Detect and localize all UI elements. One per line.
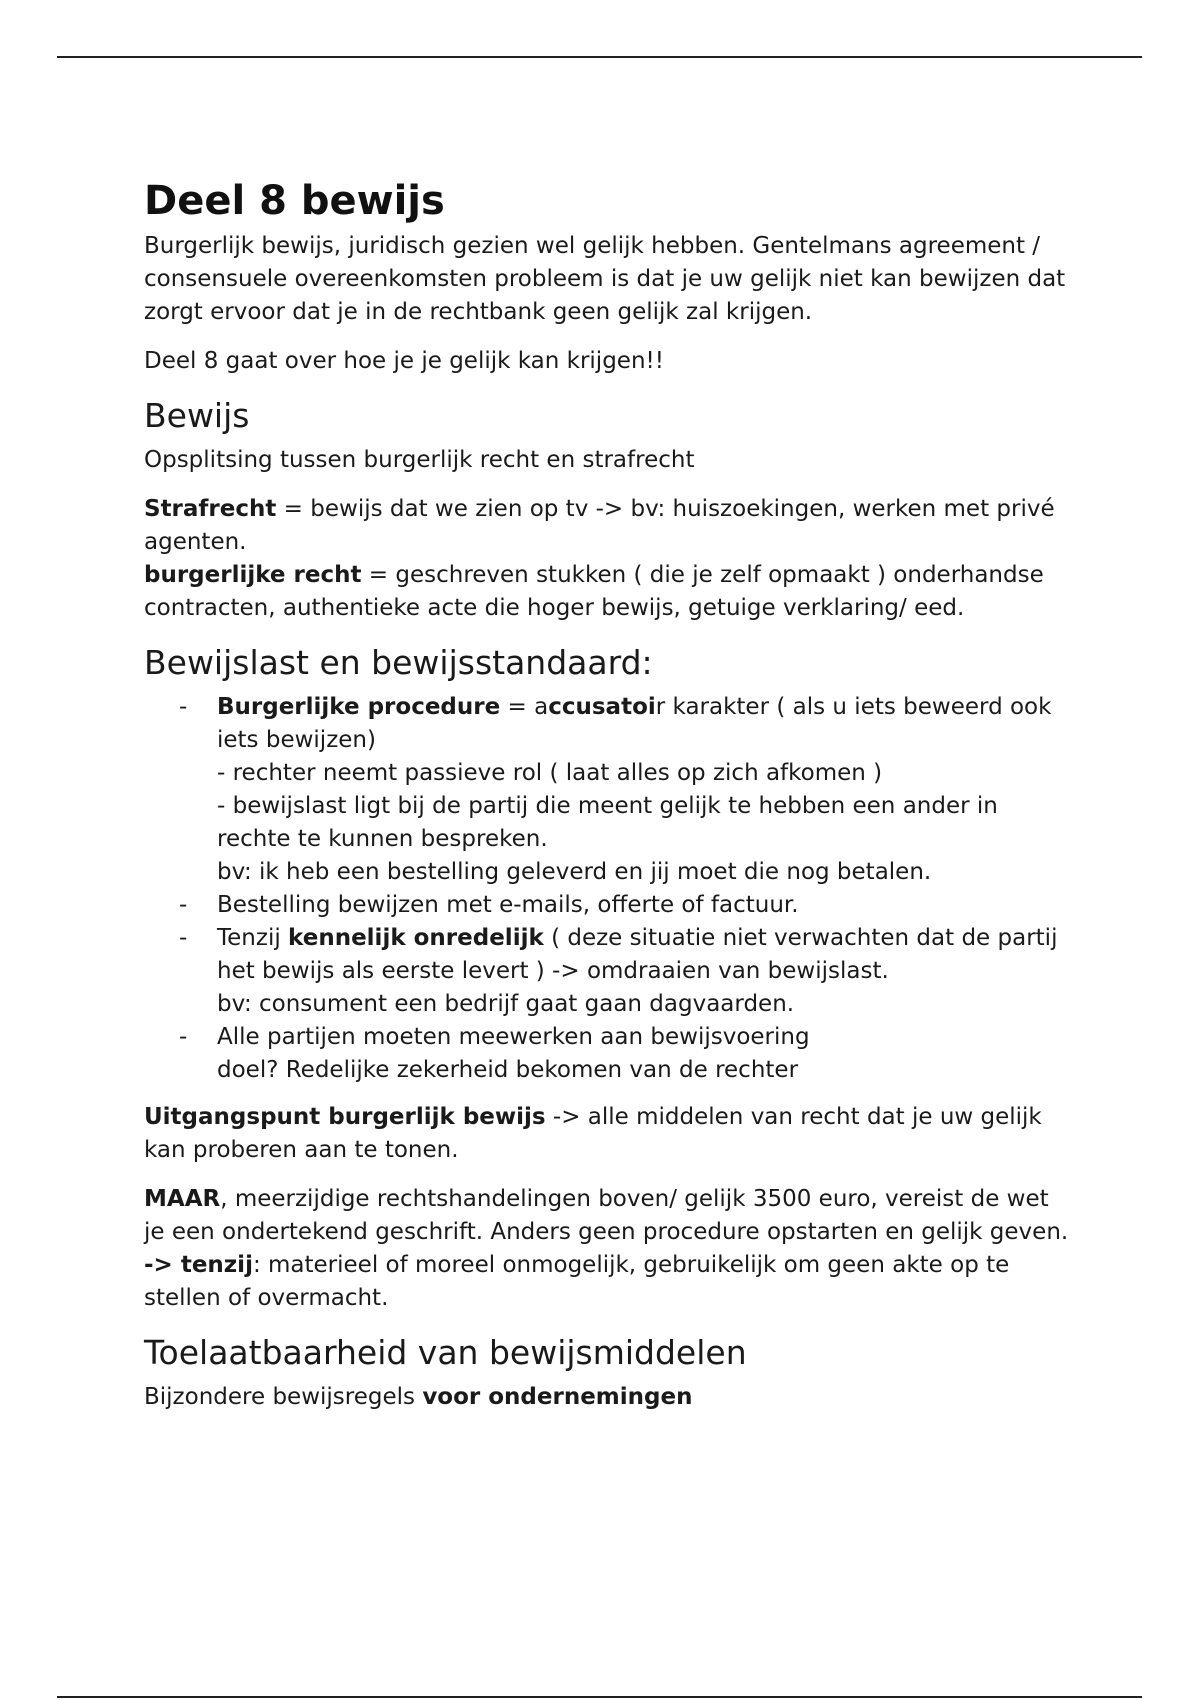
maar-paragraph: [144, 1183, 1074, 1249]
procedure-line-4: bv: ik heb een bestelling geleverd en jij moet die nog betalen.: [217, 859, 932, 885]
list-item: - Bestelling bewijzen met e-mails, offerte of factuur.: [144, 889, 1074, 922]
procedure-line-2: - rechter neemt passieve rol ( laat alles op zich afkomen ): [217, 760, 883, 786]
procedure-label: Burgerlijke procedure: [217, 694, 501, 720]
maar-label: MAAR: [144, 1186, 221, 1212]
heading-bewijslast: Bewijslast en bewijsstandaard:: [144, 643, 653, 682]
uitgangspunt-paragraph: [144, 1101, 1074, 1167]
intro-paragraph: Burgerlijk bewijs, juridisch gezien wel gelijk hebben. Gentelmans agreement / consensuele overeenkomsten probleem is dat je uw gelijk niet kan bewijzen dat zorgt ervoor dat je in de rechtbank geen gelijk zal krijgen.: [144, 233, 1066, 325]
toelaatbaarheid-pre: Bijzondere bewijsregels: [144, 1384, 423, 1410]
tenzij-line-2: bv: consument een bedrijf gaat gaan dagvaarden.: [217, 991, 795, 1017]
burgerlijk-label: burgerlijke recht: [144, 562, 362, 588]
uitgangspunt-text: -> alle middelen van recht dat je uw gelijk kan proberen aan te tonen.: [144, 1104, 1042, 1163]
list-item: [144, 691, 1074, 889]
footer-rule: [57, 1696, 1142, 1698]
list-item: [144, 922, 1074, 1021]
uitgangspunt-label: Uitgangspunt burgerlijk bewijs: [144, 1104, 546, 1130]
bewijs-paragraph: Opsplitsing tussen burgerlijk recht en strafrecht: [144, 447, 695, 473]
strafrecht-label: Strafrecht: [144, 496, 277, 522]
toelaatbaarheid-bold: voor ondernemingen: [422, 1384, 693, 1410]
procedure-bold-mid: ccusatoi: [548, 694, 656, 720]
heading-bewijs: Bewijs: [144, 396, 250, 435]
tenzij-rest: ( deze situatie niet verwachten dat de partij het bewijs als eerste levert ) -> omdraaien van bewijslast.: [217, 925, 1058, 984]
maar-tenzij-label: -> tenzij: [144, 1252, 253, 1278]
header-rule: [57, 56, 1142, 58]
tenzij-bold: kennelijk onredelijk: [288, 925, 544, 951]
tenzij-pre: Tenzij: [217, 925, 289, 951]
procedure-line-3: - bewijslast ligt bij de partij die meent gelijk te hebben een ander in rechte te kunnen bespreken.: [217, 793, 998, 852]
partijen-line-1: - Alle partijen moeten meewerken aan bewijsvoering: [217, 1024, 810, 1050]
procedure-eq: = a: [500, 694, 549, 720]
strafrecht-paragraph: [144, 493, 1074, 559]
document-page: [144, 176, 1074, 1430]
bewijslast-list: [144, 691, 1074, 1087]
heading-toelaatbaarheid: Toelaatbaarheid van bewijsmiddelen: [144, 1333, 747, 1372]
intro-paragraph-2: Deel 8 gaat over hoe je je gelijk kan krijgen!!: [144, 348, 664, 374]
maar-text: , meerzijdige rechtshandelingen boven/ gelijk 3500 euro, vereist de wet je een ondertekend geschrift. Anders geen procedure opstarten en gelijk geven.: [144, 1186, 1069, 1245]
strafrecht-text: = bewijs dat we zien op tv -> bv: huiszoekingen, werken met privé agenten.: [144, 496, 1055, 555]
toelaatbaarheid-paragraph: [144, 1381, 1074, 1414]
maar-tenzij-paragraph: [144, 1249, 1074, 1315]
list-item: [144, 1021, 1074, 1087]
maar-tenzij-text: : materieel of moreel onmogelijk, gebruikelijk om geen akte op te stellen of overmacht.: [144, 1252, 1010, 1311]
burgerlijk-text: = geschreven stukken ( die je zelf opmaakt ) onderhandse contracten, authentieke acte die hoger bewijs, getuige verklaring/ eed.: [144, 562, 1044, 621]
page-title: Deel 8 bewijs: [144, 178, 445, 224]
partijen-line-2: doel? Redelijke zekerheid bekomen van de rechter: [217, 1057, 799, 1083]
burgerlijk-paragraph: [144, 559, 1074, 625]
procedure-rest: r karakter ( als u iets beweerd ook iets bewijzen): [217, 694, 1052, 753]
